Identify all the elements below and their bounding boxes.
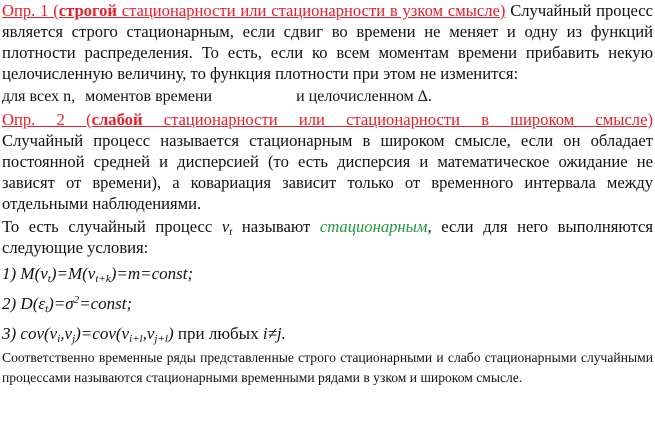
condition-3-tail: при любых (173, 324, 263, 343)
condition-3-a: 3) cov(v (2, 324, 58, 343)
document-page (2, 0, 653, 388)
condition-1-a: 1) M(v (2, 264, 48, 283)
conclusion: Соответственно временные ряды представленные строго стационарными и слабо стационарными случайными процессами называются стационарными временными рядами в узком и широком смысле. (2, 350, 653, 385)
condition-1 (2, 262, 653, 286)
definition-1-title: стационарности или стационарности в узком смысле (116, 1, 500, 20)
condition-2-sub: t (45, 303, 49, 315)
definition-1-label: Опр. 1 (2, 1, 49, 20)
condition-2-sup: 2 (73, 294, 80, 306)
formula-part-1: для всех n, (2, 88, 76, 105)
conditions-intro (2, 216, 653, 258)
formula-line (2, 86, 653, 108)
conditions-intro-middle: называют (232, 217, 320, 236)
definition-1-text: Случайный процесс является строго стационарным, если сдвиг во времени не меняет и одну из функций плотности распределения. То есть, если ко всем моментам времени прибавить некую целочисленную величину, то функция плотности при этом не изменится: (2, 1, 653, 83)
formula-part-2: моментов времени (85, 88, 213, 105)
conditions-intro-before: То есть случайный процесс (2, 217, 222, 236)
definition-1-paren-close: ) (499, 1, 506, 20)
condition-3-sub-4: j+l (154, 333, 168, 345)
definition-1 (2, 0, 653, 84)
definition-2-heading-line (2, 109, 653, 130)
condition-3-d: ,v (142, 324, 155, 343)
definition-2-term: слабой (91, 110, 143, 129)
condition-2-b: )=σ (48, 294, 74, 313)
condition-3-e: ) (167, 324, 174, 343)
condition-3-index-condition: i≠j. (262, 324, 286, 343)
conditions-intro-after: , если для него выполняются следующие условия: (2, 217, 653, 257)
definition-1-heading (2, 1, 505, 20)
definition-2-heading (2, 110, 653, 129)
definition-2-paren-open: ( (64, 110, 92, 129)
condition-3 (2, 322, 653, 346)
condition-2-c: =const; (79, 294, 133, 313)
process-variable-letter: v (221, 217, 230, 236)
definition-2-paren-close: ) (647, 110, 653, 129)
condition-1-sub-b: t+k (95, 273, 111, 285)
condition-3-sub-2: j (72, 333, 76, 345)
condition-2-a: 2) D(ε (2, 294, 46, 313)
process-variable (222, 217, 232, 236)
condition-1-b: )=M(v (50, 264, 96, 283)
process-variable-subscript: t (229, 226, 233, 238)
condition-3-sub-1: i (57, 333, 61, 345)
definition-2-label: Опр. 2 (2, 110, 65, 129)
definition-2-title: стационарности или стационарности в широком смысле (142, 110, 648, 129)
definition-1-term: строгой (58, 1, 117, 20)
formula-part-3: и целочисленном Δ. (296, 88, 432, 105)
condition-2 (2, 292, 653, 316)
condition-1-c: )=m=const; (110, 264, 194, 283)
definition-2-text: Случайный процесс называется стационарным в широком смысле, если он обладает постоянной средней и дисперсией (то есть дисперсия и математическое ожидание не зависят от времени), а ковариация зависит только от временного интервала между отдельными наблюдениями. (2, 131, 653, 213)
definition-1-paren-open: ( (48, 1, 59, 20)
condition-3-sub-3: i+l (129, 333, 143, 345)
stationary-term: стационарным (319, 217, 428, 236)
condition-3-c: )=cov(v (75, 324, 130, 343)
condition-3-b: ,v (60, 324, 73, 343)
condition-1-sub-a: t (47, 273, 51, 285)
